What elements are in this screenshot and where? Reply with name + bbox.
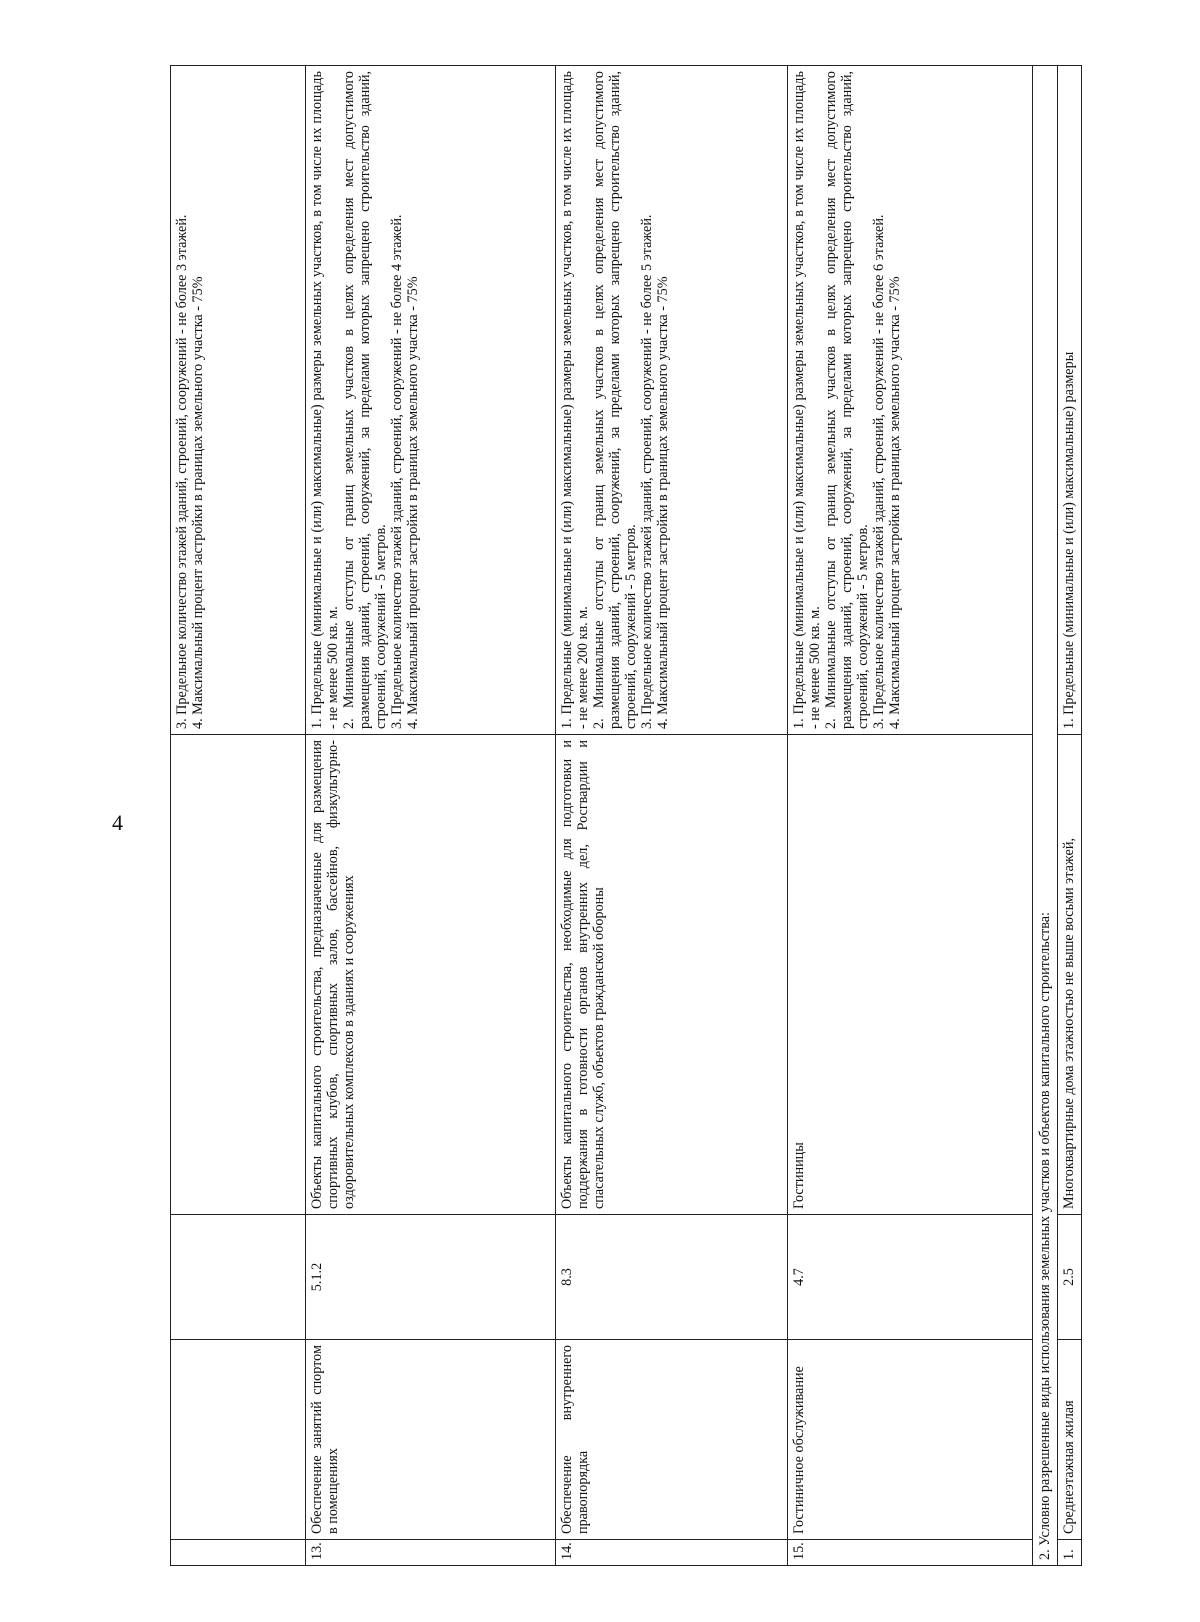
usage-description: Многоквартирные дома этажностью не выше восьми этажей, — [1058, 735, 1082, 1215]
row-number: 15. — [788, 1540, 1033, 1566]
usage-description — [171, 735, 306, 1215]
usage-code — [171, 1215, 306, 1340]
parameter-line: 1. Предельные (минимальные и (или) максимальные) размеры земельных участков, в том числе их площадь - не менее 200 кв. м. — [559, 71, 592, 729]
landscape-page — [170, 66, 1080, 1566]
usage-parameters — [306, 66, 556, 735]
table-row — [306, 66, 556, 1566]
usage-name — [171, 1340, 306, 1540]
section-heading: 2. Условно разрешенные виды использования земельных участков и объектов капитального строительства: — [1033, 66, 1058, 1566]
usage-description: Объекты капитального строительства, необходимые для подготовки и поддержания в готовности органов внутренних дел, Росгвардии и спасательных служб, объектов гражданской обороны — [556, 735, 788, 1215]
parameter-line: 1. Предельные (минимальные и (или) максимальные) размеры земельных участков, в том числе их площадь - не менее 500 кв. м. — [791, 71, 824, 729]
parameter-line: 1. Предельные (минимальные и (или) максимальные) размеры земельных участков, в том числе их площадь - не менее 500 кв. м. — [309, 71, 342, 729]
parameter-line: 4. Максимальный процент застройки в границах земельного участка - 75% — [887, 276, 904, 729]
usage-name: Обеспечение внутреннего правопорядка — [556, 1340, 788, 1540]
usage-name: Обеспечение занятий спортом в помещениях — [306, 1340, 556, 1540]
parameter-line: 3. Предельное количество этажей зданий, строений, сооружений - не более 4 этажей. — [389, 214, 406, 729]
row-number — [171, 1540, 306, 1566]
parameter-line: 4. Максимальный процент застройки в границах земельного участка - 75% — [190, 276, 207, 729]
parameter-line: 3. Предельное количество этажей зданий, строений, сооружений - не более 5 этажей. — [639, 214, 656, 729]
parameter-line: 4. Максимальный процент застройки в границах земельного участка - 75% — [655, 276, 672, 729]
table-row — [1058, 66, 1082, 1566]
parameter-line: 3. Предельное количество этажей зданий, строений, сооружений - не более 6 этажей. — [871, 214, 888, 729]
page-number: 4 — [112, 810, 123, 835]
row-number: 13. — [306, 1540, 556, 1566]
usage-parameters — [788, 66, 1033, 735]
usage-description: Объекты капитального строительства, предназначенные для размещения спортивных клубов, спортивных залов, бассейнов, физкультурно-оздоровительных комплексов в зданиях и сооружениях — [306, 735, 556, 1215]
usage-description: Гостиницы — [788, 735, 1033, 1215]
section-heading-row — [1033, 66, 1058, 1566]
usage-parameters — [556, 66, 788, 735]
usage-code: 2.5 — [1058, 1215, 1082, 1340]
usage-parameters — [171, 66, 306, 735]
table-row — [171, 66, 306, 1566]
row-number: 1. — [1058, 1540, 1082, 1566]
zoning-table — [170, 65, 1082, 1566]
parameter-line: 2. Минимальные отступы от границ земельных участков в целях определения мест допустимого размещения зданий, строений, сооружений, за пределами которых запрещено строительство зданий, строений, сооружений - 5 метров. — [823, 71, 872, 729]
parameter-line: 3. Предельное количество этажей зданий, строений, сооружений - не более 3 этажей. — [174, 214, 190, 729]
parameter-line: 2. Минимальные отступы от границ земельных участков в целях определения мест допустимого размещения зданий, строений, сооружений, за пределами которых запрещено строительство зданий, строений, сооружений - 5 метров. — [341, 71, 390, 729]
table-row — [788, 66, 1033, 1566]
usage-parameters: 1. Предельные (минимальные и (или) максимальные) размеры — [1058, 66, 1082, 735]
row-number: 14. — [556, 1540, 788, 1566]
parameter-line: 4. Максимальный процент застройки в границах земельного участка - 75% — [405, 276, 422, 729]
usage-code: 8.3 — [556, 1215, 788, 1340]
usage-code: 5.1.2 — [306, 1215, 556, 1340]
usage-name: Среднеэтажная жилая — [1058, 1340, 1082, 1540]
usage-code: 4.7 — [788, 1215, 1033, 1340]
rotated-table-area — [170, 66, 1080, 1566]
usage-name: Гостиничное обслуживание — [788, 1340, 1033, 1540]
parameter-line: 2. Минимальные отступы от границ земельных участков в целях определения мест допустимого размещения зданий, строений, сооружений, за пределами которых запрещено строительство зданий, строений, сооружений - 5 метров. — [591, 71, 640, 729]
table-row — [556, 66, 788, 1566]
